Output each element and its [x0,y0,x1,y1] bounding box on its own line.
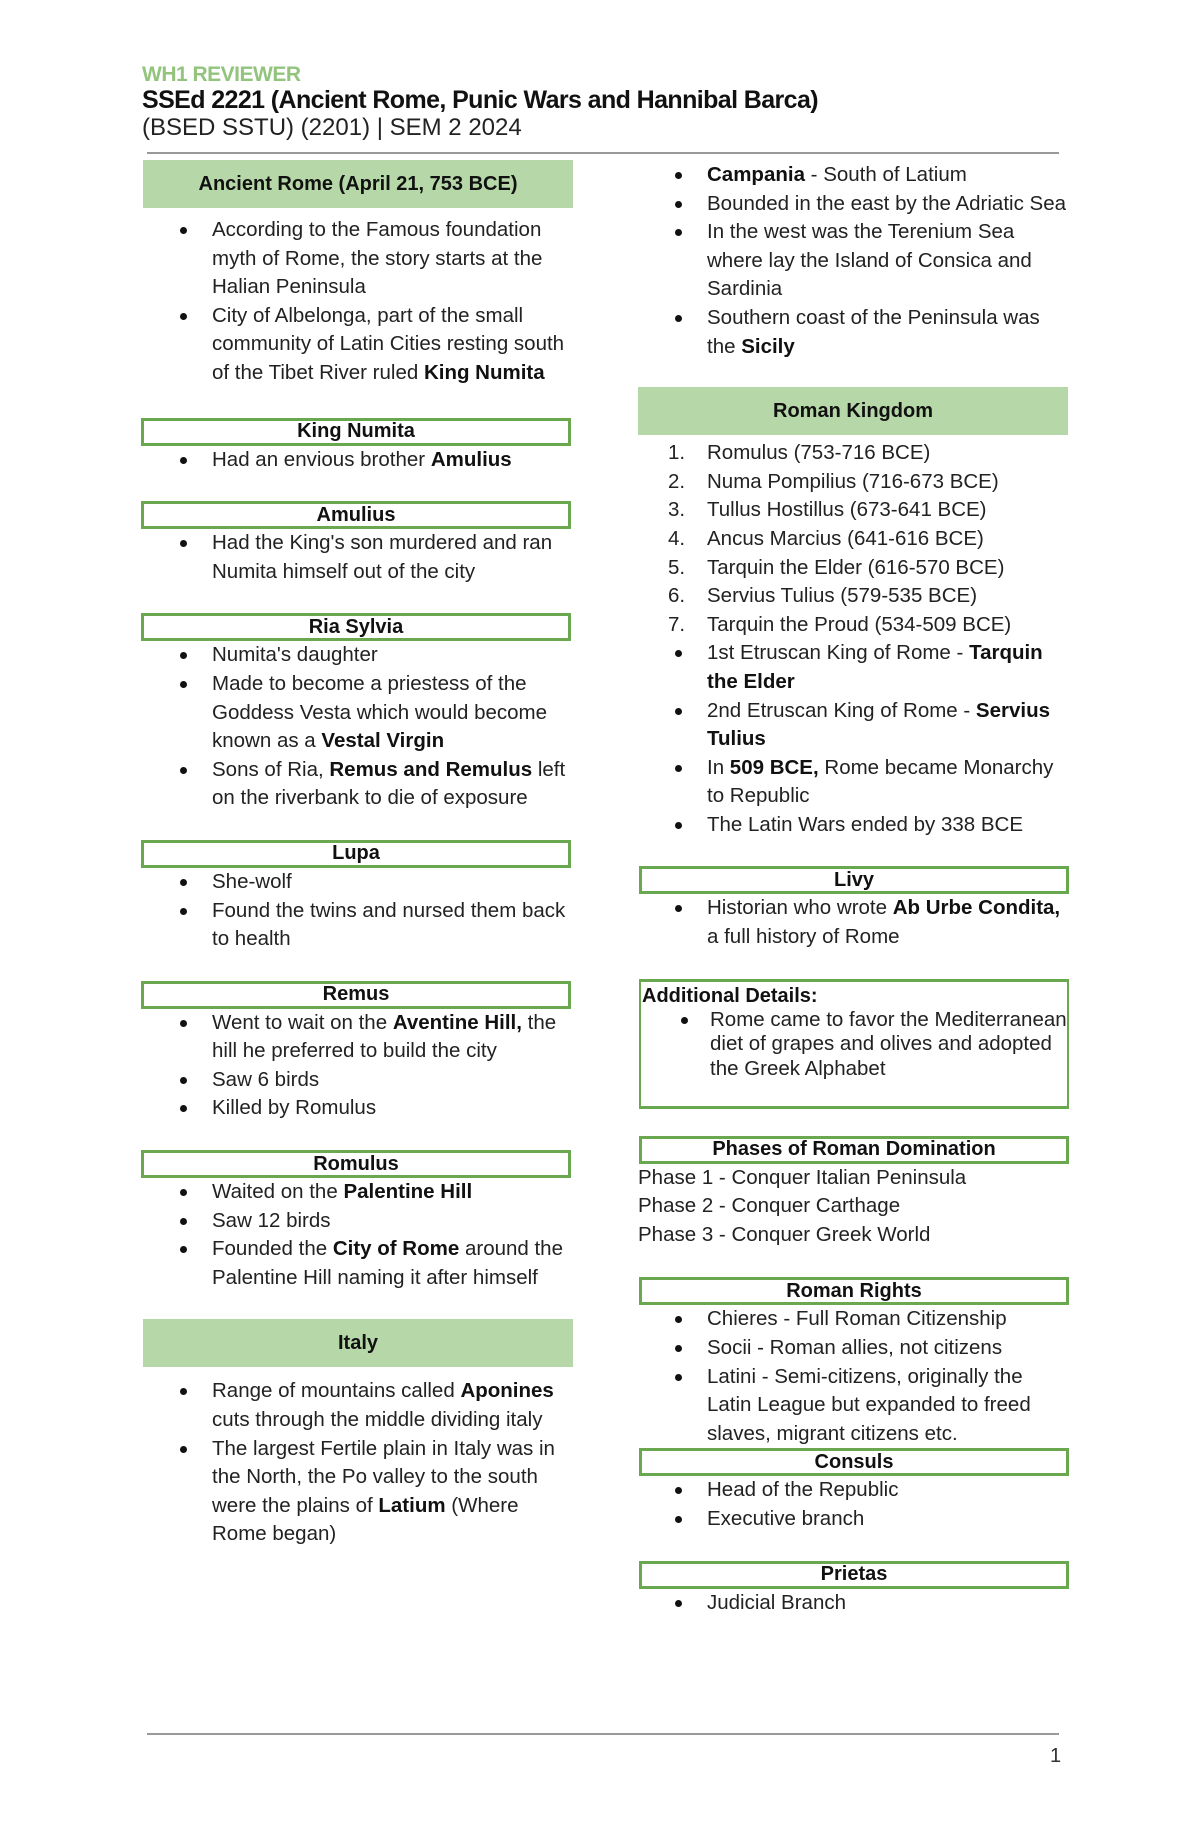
list-item: 1st Etruscan King of Rome - Tarquin the Elder [638,639,1068,696]
section-geography [638,161,1068,361]
section-livy [638,866,1068,951]
list-item: According to the Famous foundation myth of Rome, the story starts at the Halian Peninsula [143,216,573,302]
document-header [142,64,818,141]
section-heading: King Numita [141,418,571,446]
section-heading: Amulius [141,501,571,529]
section-roman-rights [638,1277,1068,1448]
list-item: Went to wait on the Aventine Hill, the hill he preferred to build the city [143,1009,573,1066]
top-rule [147,152,1059,154]
section-heading: Romulus [141,1150,571,1178]
list-item: Had the King's son murdered and ran Numita himself out of the city [143,529,573,586]
list-item: Killed by Romulus [143,1094,573,1123]
section-heading: Livy [639,866,1069,894]
section-heading: Additional Details: [642,984,818,1007]
list-item: Judicial Branch [638,1589,1068,1618]
king-list-item: 6. Servius Tulius (579-535 BCE) [668,584,978,608]
list-item: City of Albelonga, part of the small community of Latin Cities resting south of the Tibet River ruled King Numita [143,302,573,388]
list-item: Found the twins and nursed them back to health [143,897,573,954]
list-item: Numita's daughter [143,641,573,670]
section-consuls [638,1448,1068,1533]
list-item: Latini - Semi-citizens, originally the Latin League but expanded to freed slaves, migrant citizens etc. [638,1363,1068,1449]
phase-line: Phase 3 - Conquer Greek World [638,1222,931,1246]
section-heading: Consuls [639,1448,1069,1476]
list-item: The largest Fertile plain in Italy was in the North, the Po valley to the south were the plains of Latium (Where Rome began) [143,1435,573,1549]
list-item: 2nd Etruscan King of Rome - Servius Tulius [638,697,1068,754]
list-item: Executive branch [638,1505,1068,1534]
king-list-item: 4. Ancus Marcius (641-616 BCE) [668,526,984,550]
list-item: Historian who wrote Ab Urbe Condita, a full history of Rome [638,894,1068,951]
section-heading: Italy [143,1319,573,1367]
list-item: Head of the Republic [638,1476,1068,1505]
phase-line: Phase 1 - Conquer Italian Peninsula [638,1165,967,1189]
section-lupa [143,840,573,954]
list-item: In 509 BCE, Rome became Monarchy to Republic [638,754,1068,811]
section-heading: Prietas [639,1561,1069,1589]
list-item: Range of mountains called Aponines cuts through the middle dividing italy [143,1377,573,1434]
section-ancient-rome [143,160,573,388]
section-prietas [638,1561,1068,1618]
section-heading: Phases of Roman Domination [639,1136,1069,1164]
list-item: Campania - South of Latium [638,161,1068,190]
list-item: Waited on the Palentine Hill [143,1178,573,1207]
king-list-item: 1. Romulus (753-716 BCE) [668,441,931,465]
section-phases [638,1136,1068,1250]
king-list-item: 2. Numa Pompilius (716-673 BCE) [668,469,999,493]
list-item: Saw 6 birds [143,1066,573,1095]
list-item: She-wolf [143,868,573,897]
list-item: Southern coast of the Peninsula was the Sicily [638,304,1068,361]
section-ria-sylvia [143,613,573,813]
section-amulius [143,501,573,586]
section-heading: Ancient Rome (April 21, 753 BCE) [143,160,573,208]
section-italy [143,1319,573,1549]
list-item: Chieres - Full Roman Citizenship [638,1305,1068,1334]
king-list-item: 5. Tarquin the Elder (616-570 BCE) [668,555,1005,579]
kings-list [638,439,1068,639]
right-column [638,161,1068,1617]
section-heading: Roman Kingdom [638,387,1068,435]
list-item: Had an envious brother Amulius [143,446,573,475]
reviewer-label: WH1 REVIEWER [142,63,301,86]
section-heading: Roman Rights [639,1277,1069,1305]
bottom-rule [147,1733,1059,1735]
section-romulus [143,1150,573,1292]
section-heading: Remus [141,981,571,1009]
list-item: Saw 12 birds [143,1207,573,1236]
document-title: SSEd 2221 (Ancient Rome, Punic Wars and Hannibal Barca) [142,86,818,114]
section-heading: Lupa [141,840,571,868]
list-item: Founded the City of Rome around the Palentine Hill naming it after himself [143,1235,573,1292]
section-roman-kingdom [638,387,1068,839]
list-item: Socii - Roman allies, not citizens [638,1334,1068,1363]
list-item: Made to become a priestess of the Goddess Vesta which would become known as a Vestal Virgin [143,670,573,756]
list-item: Rome came to favor the Mediterranean diet of grapes and olives and adopted the Greek Alphabet [641,1008,1067,1082]
list-item: The Latin Wars ended by 338 BCE [638,811,1068,840]
document-subtitle: (BSED SSTU) (2201) | SEM 2 2024 [142,114,522,141]
section-additional-details [639,979,1069,1109]
section-heading: Ria Sylvia [141,613,571,641]
list-item: Sons of Ria, Remus and Remulus left on the riverbank to die of exposure [143,756,573,813]
section-remus [143,981,573,1123]
list-item: Bounded in the east by the Adriatic Sea [638,190,1068,219]
page-number: 1 [1050,1745,1062,1767]
list-item: In the west was the Terenium Sea where lay the Island of Consica and Sardinia [638,218,1068,304]
king-list-item: 7. Tarquin the Proud (534-509 BCE) [668,612,1012,636]
phase-line: Phase 2 - Conquer Carthage [638,1194,901,1218]
king-list-item: 3. Tullus Hostillus (673-641 BCE) [668,498,987,522]
section-king-numita [143,418,573,475]
left-column [143,160,573,1549]
